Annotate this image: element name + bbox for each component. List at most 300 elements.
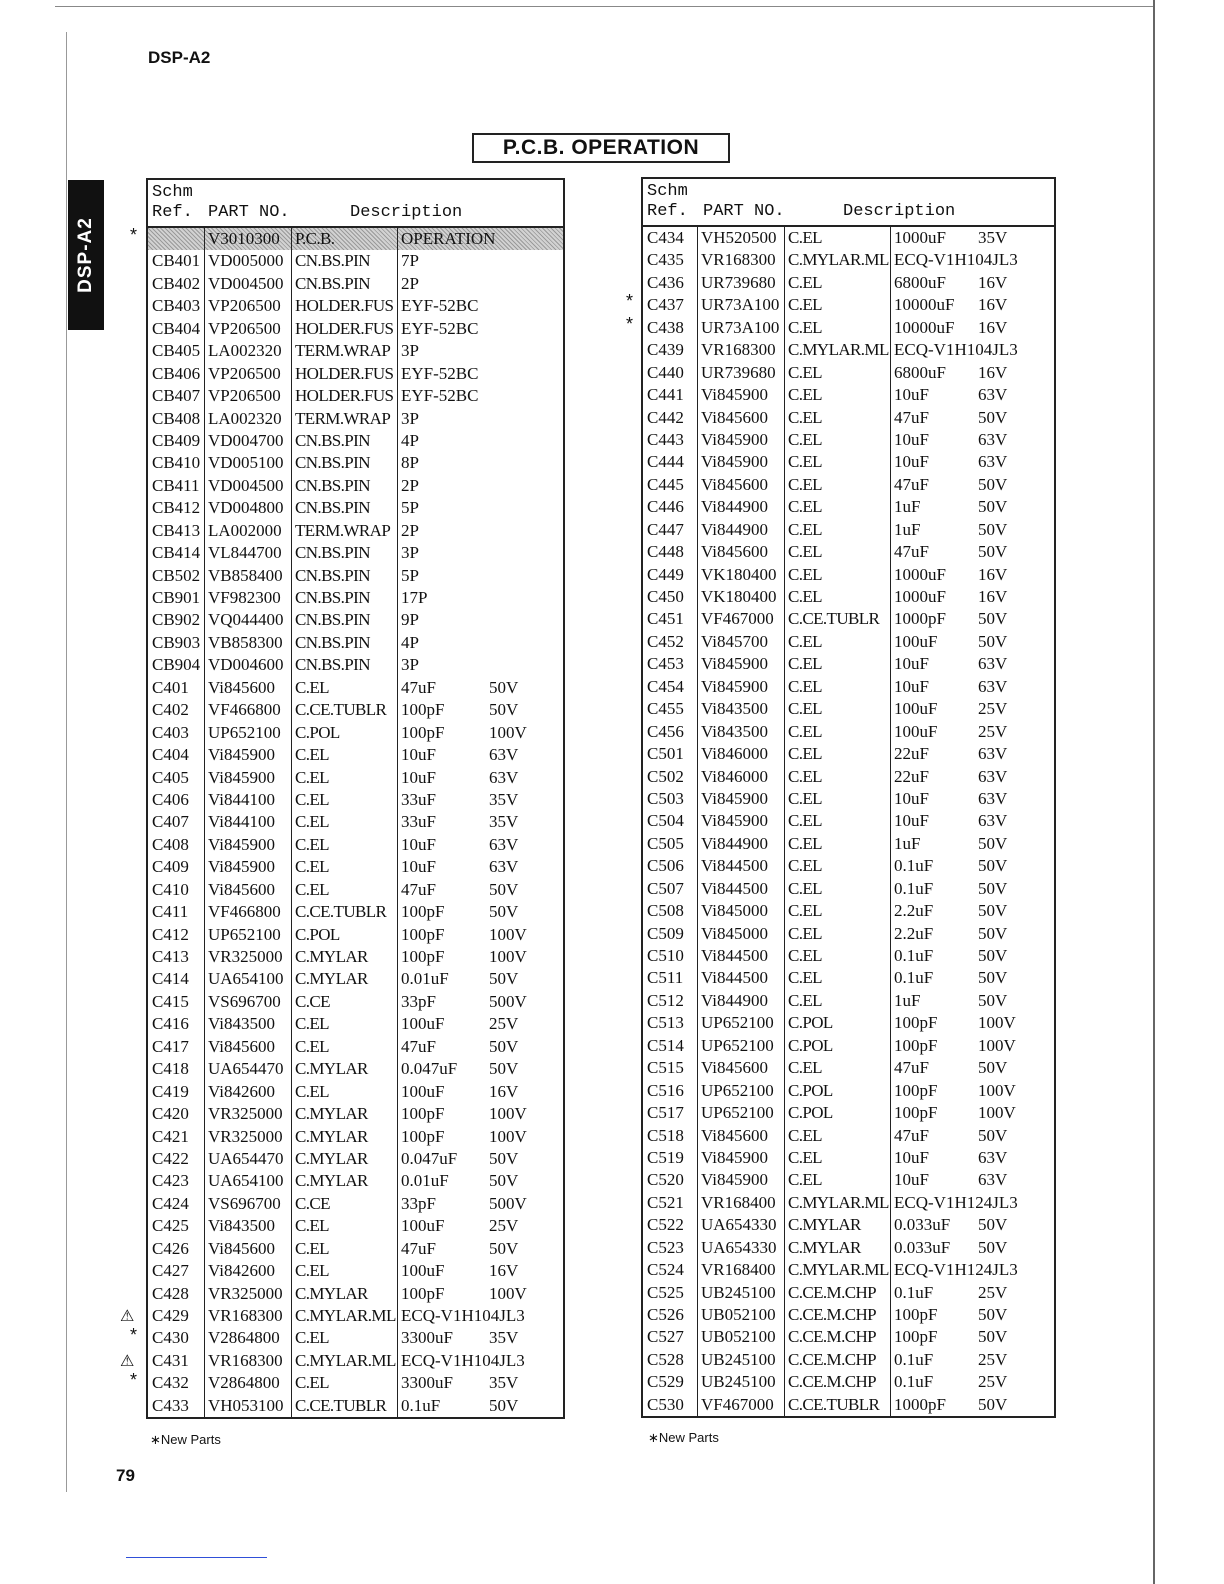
- value-cell: 47uF: [890, 1057, 978, 1079]
- voltage-cell: [485, 250, 561, 272]
- part-no-cell: UB245100: [697, 1371, 784, 1393]
- ref-cell: CB407: [152, 386, 201, 406]
- ref-cell: CB410: [152, 453, 201, 473]
- type-cell: C.MYLAR.ML: [784, 249, 890, 271]
- table-row: [643, 900, 1054, 922]
- type-cell: C.MYLAR.ML: [784, 1259, 890, 1281]
- value-cell: 2P: [397, 520, 485, 542]
- type-cell: C.CE.M.CHP: [784, 1304, 890, 1326]
- part-no-cell: Vi845600: [697, 1125, 784, 1147]
- part-no-cell: VR168300: [697, 339, 784, 361]
- new-part-marker: *: [130, 225, 138, 245]
- table-row: [643, 249, 1054, 271]
- part-no-cell: VP206500: [204, 385, 291, 407]
- voltage-cell: 50V: [489, 677, 519, 697]
- part-no-cell: Vi846000: [697, 743, 784, 765]
- ref-cell: C437: [647, 295, 684, 315]
- ref-cell: CB502: [152, 565, 201, 585]
- ref-cell: C518: [647, 1125, 684, 1145]
- type-cell: C.EL: [784, 788, 890, 810]
- ref-cell: C450: [647, 587, 684, 606]
- value-cell: 100uF: [397, 1260, 485, 1282]
- value-cell: EYF-52BC: [397, 363, 485, 385]
- new-part-marker: *: [626, 313, 634, 334]
- type-cell: C.CE.TUBLR: [291, 901, 397, 923]
- part-no-cell: Vi844500: [697, 878, 784, 900]
- type-cell: C.EL: [291, 677, 397, 699]
- voltage-cell: 35V: [489, 1328, 519, 1348]
- type-cell: C.CE.TUBLR: [291, 1395, 397, 1417]
- part-no-cell: V2864800: [204, 1327, 291, 1349]
- ref-cell: C517: [647, 1103, 684, 1123]
- part-no-cell: VR168300: [204, 1350, 291, 1372]
- part-no-cell: Vi845900: [697, 810, 784, 832]
- part-no-cell: Vi844900: [697, 496, 784, 518]
- value-cell: 3P: [397, 542, 485, 564]
- value-cell: 2.2uF: [890, 923, 978, 945]
- ref-cell: C509: [647, 923, 684, 943]
- ref-cell: C456: [647, 721, 684, 741]
- voltage-cell: 500V: [489, 991, 527, 1011]
- ref-cell: C443: [647, 429, 684, 449]
- table-row: [148, 968, 563, 990]
- part-no-cell: UA654330: [697, 1214, 784, 1236]
- value-cell: 100pF: [890, 1080, 978, 1102]
- type-cell: C.MYLAR.ML: [784, 339, 890, 361]
- part-no-cell: Vi845900: [697, 1169, 784, 1191]
- table-row: [148, 1327, 563, 1349]
- part-no-cell: V2864800: [204, 1372, 291, 1394]
- voltage-cell: 50V: [978, 946, 1008, 965]
- part-no-cell: VF466800: [204, 699, 291, 721]
- voltage-cell: 500V: [489, 1193, 527, 1213]
- ref-cell: C521: [647, 1192, 684, 1212]
- value-cell: 9P: [397, 609, 485, 631]
- voltage-cell: 50V: [978, 1237, 1008, 1257]
- table-header: [148, 180, 563, 228]
- voltage-cell: 50V: [978, 474, 1008, 494]
- ref-cell: C524: [647, 1260, 684, 1280]
- part-no-cell: Vi844500: [697, 945, 784, 967]
- value-cell: EYF-52BC: [397, 385, 485, 407]
- part-no-cell: Vi843500: [204, 1215, 291, 1237]
- type-cell: C.MYLAR.ML: [291, 1305, 397, 1327]
- table-row: [148, 632, 563, 654]
- voltage-cell: 16V: [978, 295, 1008, 315]
- ref-cell: C415: [152, 991, 189, 1011]
- value-cell: 0.1uF: [890, 1282, 978, 1304]
- value-cell: 100pF: [397, 722, 485, 744]
- type-cell: C.EL: [784, 586, 890, 608]
- table-row: [643, 1237, 1054, 1259]
- voltage-cell: [485, 1350, 561, 1372]
- parts-table-left: [146, 178, 565, 1419]
- part-no-cell: UA654470: [204, 1148, 291, 1170]
- ref-cell: CB404: [152, 318, 201, 338]
- table-row: [148, 1238, 563, 1260]
- voltage-cell: 50V: [489, 1395, 519, 1415]
- type-cell: C.EL: [291, 1260, 397, 1282]
- ref-cell: C445: [647, 474, 684, 494]
- ref-cell: C516: [647, 1080, 684, 1100]
- ref-cell: CB405: [152, 341, 201, 361]
- ref-cell: CB903: [152, 632, 201, 652]
- part-no-cell: UR73A100: [697, 317, 784, 339]
- value-cell: 47uF: [890, 474, 978, 496]
- part-no-cell: Vi845600: [204, 677, 291, 699]
- value-cell: 33uF: [397, 811, 485, 833]
- ref-cell: C418: [152, 1059, 189, 1079]
- table-row: [148, 1148, 563, 1170]
- ref-cell: C406: [152, 789, 189, 809]
- value-cell: 3300uF: [397, 1327, 485, 1349]
- part-no-cell: Vi845600: [697, 474, 784, 496]
- voltage-cell: [485, 273, 561, 295]
- ref-cell: C430: [152, 1328, 189, 1348]
- ref-cell: C449: [647, 564, 684, 584]
- voltage-cell: 25V: [978, 1372, 1008, 1392]
- voltage-cell: 25V: [489, 1216, 519, 1236]
- type-cell: P.C.B.: [291, 228, 397, 250]
- header-description: Description: [350, 203, 463, 222]
- value-cell: 0.01uF: [397, 968, 485, 990]
- part-no-cell: UR739680: [697, 272, 784, 294]
- table-row: [148, 1103, 563, 1125]
- value-cell: 4P: [397, 430, 485, 452]
- part-no-cell: LA002320: [204, 340, 291, 362]
- voltage-cell: 63V: [978, 676, 1008, 696]
- voltage-cell: 35V: [978, 228, 1008, 247]
- part-no-cell: UA654100: [204, 1170, 291, 1192]
- part-no-cell: Vi845600: [204, 879, 291, 901]
- value-cell: 100pF: [890, 1035, 978, 1057]
- table-row: [148, 1305, 563, 1327]
- type-cell: HOLDER.FUS: [291, 363, 397, 385]
- type-cell: CN.BS.PIN: [291, 273, 397, 295]
- table-row: [643, 272, 1054, 294]
- type-cell: CN.BS.PIN: [291, 475, 397, 497]
- ref-cell: C454: [647, 676, 684, 696]
- table-row: [643, 608, 1054, 630]
- ref-cell: CB408: [152, 408, 201, 428]
- voltage-cell: [485, 430, 561, 452]
- footnote-new-parts-left: ∗New Parts: [150, 1432, 221, 1447]
- ref-cell: C435: [647, 250, 684, 270]
- ref-cell: C426: [152, 1238, 189, 1258]
- ref-cell: C505: [647, 833, 684, 853]
- ref-cell: C504: [647, 811, 684, 831]
- voltage-cell: [978, 249, 1054, 271]
- type-cell: C.EL: [784, 878, 890, 900]
- value-cell: 100uF: [890, 721, 978, 743]
- voltage-cell: 100V: [489, 947, 527, 966]
- value-cell: 100pF: [890, 1012, 978, 1034]
- value-cell: 17P: [397, 587, 485, 609]
- table-row: [643, 1169, 1054, 1191]
- table-row: [643, 878, 1054, 900]
- ref-cell: C434: [647, 228, 684, 247]
- voltage-cell: [485, 520, 561, 542]
- voltage-cell: [485, 385, 561, 407]
- ref-cell: C455: [647, 699, 684, 719]
- ref-cell: C515: [647, 1058, 684, 1078]
- table-row: [148, 340, 563, 362]
- type-cell: HOLDER.FUS: [291, 385, 397, 407]
- footnote-new-parts-right: ∗New Parts: [648, 1430, 719, 1445]
- voltage-cell: [485, 497, 561, 519]
- part-no-cell: Vi845700: [697, 631, 784, 653]
- table-row: [643, 429, 1054, 451]
- top-rule: [55, 6, 1155, 7]
- ref-cell: C419: [152, 1081, 189, 1101]
- value-cell: 0.1uF: [890, 855, 978, 877]
- table-row: [643, 923, 1054, 945]
- table-row: [643, 1304, 1054, 1326]
- value-cell: 10uF: [890, 1169, 978, 1191]
- value-cell: 47uF: [890, 1125, 978, 1147]
- ref-cell: C508: [647, 901, 684, 921]
- type-cell: C.EL: [784, 721, 890, 743]
- part-no-cell: UP652100: [697, 1102, 784, 1124]
- voltage-cell: 50V: [978, 519, 1008, 539]
- type-cell: C.MYLAR: [291, 1170, 397, 1192]
- ref-cell: C514: [647, 1035, 684, 1055]
- value-cell: EYF-52BC: [397, 318, 485, 340]
- voltage-cell: 63V: [978, 744, 1008, 764]
- part-no-cell: Vi844900: [697, 519, 784, 541]
- voltage-cell: 50V: [489, 902, 519, 922]
- table-row: [643, 384, 1054, 406]
- ref-cell: C441: [647, 385, 684, 405]
- part-no-cell: Vi845900: [697, 384, 784, 406]
- ref-cell: C520: [647, 1170, 684, 1190]
- value-cell: 47uF: [397, 879, 485, 901]
- type-cell: C.EL: [784, 384, 890, 406]
- table-row: [148, 1260, 563, 1282]
- type-cell: CN.BS.PIN: [291, 250, 397, 272]
- voltage-cell: [485, 363, 561, 385]
- value-cell: ECQ-V1H104JL3: [397, 1350, 485, 1372]
- ref-cell: CB902: [152, 610, 201, 630]
- value-cell: 5P: [397, 497, 485, 519]
- voltage-cell: [978, 339, 1054, 361]
- value-cell: 100pF: [397, 901, 485, 923]
- type-cell: C.EL: [291, 1372, 397, 1394]
- model-label: DSP-A2: [148, 48, 211, 67]
- part-no-cell: VS696700: [204, 1193, 291, 1215]
- value-cell: 10uF: [890, 1147, 978, 1169]
- table-row: [148, 924, 563, 946]
- new-part-marker: *: [626, 291, 634, 312]
- table-row: [148, 946, 563, 968]
- voltage-cell: 50V: [489, 700, 519, 720]
- part-no-cell: VD004500: [204, 273, 291, 295]
- value-cell: 6800uF: [890, 272, 978, 294]
- voltage-cell: [485, 475, 561, 497]
- part-no-cell: VD004800: [204, 497, 291, 519]
- value-cell: 0.1uF: [890, 878, 978, 900]
- part-no-cell: UP652100: [697, 1035, 784, 1057]
- table-row: [148, 1036, 563, 1058]
- table-row: [148, 1283, 563, 1305]
- table-header: [643, 179, 1054, 227]
- type-cell: CN.BS.PIN: [291, 452, 397, 474]
- part-no-cell: UP652100: [204, 722, 291, 744]
- table-row: [643, 810, 1054, 832]
- type-cell: C.EL: [784, 631, 890, 653]
- part-no-cell: UA654330: [697, 1237, 784, 1259]
- voltage-cell: 16V: [978, 272, 1008, 292]
- header-ref: Ref.: [647, 202, 688, 221]
- part-no-cell: Vi845900: [204, 856, 291, 878]
- ref-cell: C522: [647, 1215, 684, 1235]
- value-cell: 10uF: [890, 384, 978, 406]
- table-row: [643, 855, 1054, 877]
- voltage-cell: 63V: [978, 788, 1008, 808]
- ref-cell: C417: [152, 1036, 189, 1056]
- ref-cell: C412: [152, 924, 189, 944]
- value-cell: 100uF: [397, 1215, 485, 1237]
- table-row: [148, 1081, 563, 1103]
- part-no-cell: VB858300: [204, 632, 291, 654]
- type-cell: C.POL: [291, 924, 397, 946]
- ref-cell: C530: [647, 1394, 684, 1414]
- voltage-cell: 50V: [978, 497, 1008, 517]
- voltage-cell: 50V: [978, 833, 1008, 853]
- value-cell: 2.2uF: [890, 900, 978, 922]
- part-no-cell: UB052100: [697, 1304, 784, 1326]
- table-row: [643, 788, 1054, 810]
- value-cell: 2P: [397, 475, 485, 497]
- part-no-cell: VL844700: [204, 542, 291, 564]
- value-cell: 3P: [397, 654, 485, 676]
- header-part-no: PART NO.: [703, 202, 785, 221]
- type-cell: C.EL: [784, 227, 890, 249]
- part-no-cell: VF466800: [204, 901, 291, 923]
- value-cell: 22uF: [890, 743, 978, 765]
- type-cell: C.EL: [784, 945, 890, 967]
- voltage-cell: [485, 408, 561, 430]
- type-cell: C.EL: [784, 1147, 890, 1169]
- part-no-cell: Vi845900: [204, 744, 291, 766]
- ref-cell: C409: [152, 857, 189, 877]
- table-row: [643, 1057, 1054, 1079]
- table-row: [148, 699, 563, 721]
- ref-cell: C501: [647, 744, 684, 764]
- table-row: [148, 1395, 563, 1417]
- voltage-cell: 100V: [978, 1035, 1016, 1055]
- ref-cell: C402: [152, 700, 189, 720]
- table-row: [643, 1035, 1054, 1057]
- type-cell: C.POL: [784, 1012, 890, 1034]
- table-row: [148, 1372, 563, 1394]
- table-row: [643, 833, 1054, 855]
- table-row: [643, 1371, 1054, 1393]
- table-row: [643, 1214, 1054, 1236]
- part-no-cell: UP652100: [204, 924, 291, 946]
- side-tab-label: DSP-A2: [75, 217, 96, 293]
- voltage-cell: [485, 632, 561, 654]
- voltage-cell: 63V: [489, 857, 519, 877]
- value-cell: 2P: [397, 273, 485, 295]
- ref-cell: C407: [152, 812, 189, 832]
- header-schm: Schm: [647, 182, 688, 201]
- ref-cell: C423: [152, 1171, 189, 1191]
- type-cell: C.EL: [784, 653, 890, 675]
- voltage-cell: 100V: [489, 1126, 527, 1146]
- voltage-cell: 16V: [978, 362, 1008, 382]
- type-cell: CN.BS.PIN: [291, 654, 397, 676]
- table-row: [643, 564, 1054, 586]
- table-row: [148, 1193, 563, 1215]
- value-cell: ECQ-V1H124JL3: [890, 1259, 978, 1281]
- value-cell: 6800uF: [890, 362, 978, 384]
- ref-cell: C411: [152, 902, 189, 922]
- voltage-cell: [485, 654, 561, 676]
- type-cell: C.EL: [784, 990, 890, 1012]
- type-cell: C.EL: [784, 541, 890, 563]
- ref-cell: C416: [152, 1014, 189, 1034]
- part-no-cell: UA654470: [204, 1058, 291, 1080]
- part-no-cell: Vi845900: [204, 834, 291, 856]
- ref-cell: C438: [647, 317, 684, 337]
- value-cell: EYF-52BC: [397, 295, 485, 317]
- part-no-cell: Vi844100: [204, 789, 291, 811]
- voltage-cell: 50V: [489, 879, 519, 899]
- table-row: [148, 385, 563, 407]
- value-cell: 1000pF: [890, 608, 978, 630]
- value-cell: 0.033uF: [890, 1214, 978, 1236]
- table-row: [148, 1126, 563, 1148]
- right-edge-rule: [1153, 0, 1155, 1584]
- voltage-cell: 16V: [489, 1081, 519, 1101]
- ref-cell: C413: [152, 947, 189, 966]
- part-no-cell: Vi845600: [204, 1036, 291, 1058]
- ref-cell: C432: [152, 1373, 189, 1393]
- type-cell: C.EL: [784, 743, 890, 765]
- type-cell: C.EL: [291, 744, 397, 766]
- ref-cell: C422: [152, 1148, 189, 1168]
- type-cell: C.EL: [784, 676, 890, 698]
- table-row: [643, 766, 1054, 788]
- type-cell: C.POL: [784, 1080, 890, 1102]
- ref-cell: C528: [647, 1349, 684, 1369]
- value-cell: 1uF: [890, 990, 978, 1012]
- part-no-cell: VS696700: [204, 991, 291, 1013]
- voltage-cell: 100V: [978, 1013, 1016, 1033]
- voltage-cell: 50V: [978, 923, 1008, 943]
- new-part-marker: *: [130, 1369, 138, 1390]
- table-row: [148, 609, 563, 631]
- voltage-cell: 50V: [978, 1327, 1008, 1347]
- table-row: [643, 519, 1054, 541]
- value-cell: 10uF: [890, 429, 978, 451]
- voltage-cell: 35V: [489, 812, 519, 832]
- type-cell: C.EL: [784, 519, 890, 541]
- type-cell: C.MYLAR: [291, 1103, 397, 1125]
- ref-cell: C414: [152, 969, 189, 989]
- value-cell: 0.1uF: [890, 1371, 978, 1393]
- type-cell: C.CE.M.CHP: [784, 1326, 890, 1348]
- part-no-cell: Vi842600: [204, 1260, 291, 1282]
- ref-cell: CB904: [152, 655, 201, 675]
- part-no-cell: LA002000: [204, 520, 291, 542]
- table-row: [148, 1215, 563, 1237]
- ref-cell: C451: [647, 609, 684, 629]
- part-no-cell: Vi845600: [697, 541, 784, 563]
- type-cell: C.EL: [784, 272, 890, 294]
- part-no-cell: Vi845600: [697, 1057, 784, 1079]
